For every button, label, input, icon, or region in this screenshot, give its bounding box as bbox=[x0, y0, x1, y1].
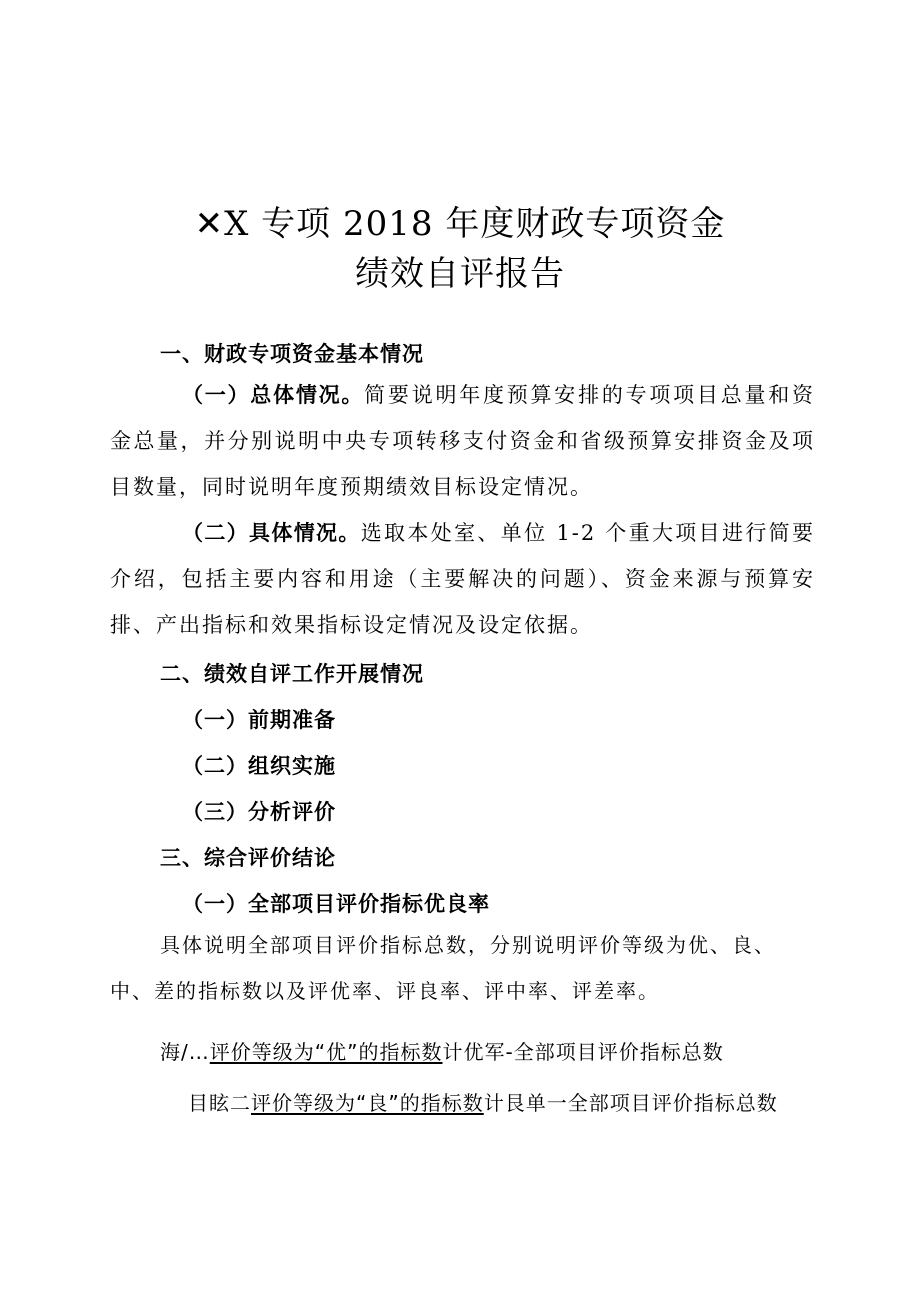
section2-item-analysis: （三）分析评价 bbox=[182, 800, 336, 824]
document-title-line2: 绩效自评报告 bbox=[355, 254, 565, 294]
section2-item-implementation: （二）组织实施 bbox=[182, 754, 336, 778]
detail-text: 选取本处室、单位 1-2 个重大项目进行简要介绍，包括主要内容和用途（主要解决的问题）、资金来源与预算安排、产出指标和效果指标设定情况及设定依据。 bbox=[110, 521, 815, 637]
section3-sub-heading: （一）全部项目评价指标优良率 bbox=[182, 892, 490, 916]
formula-good-rate bbox=[160, 1088, 820, 1118]
overview-text: 简要说明年度预算安排的专项项目总量和资金总量，并分别说明中央专项转移支付资金和省级预算安排资金及项目数量，同时说明年度预期绩效目标设定情况。 bbox=[110, 383, 816, 499]
section2-item-preparation: （一）前期准备 bbox=[182, 708, 336, 732]
section3-heading: 三、综合评价结论 bbox=[160, 846, 336, 870]
formula2-prefix: 目眩二 bbox=[188, 1091, 251, 1115]
section1-overview-paragraph bbox=[110, 372, 815, 510]
formula1-suffix: 计优军-全部项目评价指标总数 bbox=[442, 1040, 724, 1064]
document-title-line1: ✕X 专项 2018 年度财政专项资金 bbox=[194, 204, 726, 244]
formula-excellent-rate bbox=[160, 1036, 724, 1065]
section3-description: 具体说明全部项目评价指标总数，分别说明评价等级为优、良、中、差的指标数以及评优率、评良率、评中率、评差率。 bbox=[110, 933, 776, 1003]
formula1-prefix: 海/… bbox=[160, 1040, 210, 1064]
section1-heading: 一、财政专项资金基本情况 bbox=[160, 342, 424, 366]
section2-heading: 二、绩效自评工作开展情况 bbox=[160, 662, 424, 686]
formula2-suffix: 计艮单一全部项目评价指标总数 bbox=[483, 1091, 778, 1115]
formula2-numerator: 评价等级为“良”的指标数 bbox=[251, 1091, 484, 1115]
detail-lead: （二）具体情况。 bbox=[182, 521, 361, 545]
overview-lead: （一）总体情况。 bbox=[182, 383, 365, 407]
section1-detail-paragraph bbox=[110, 510, 815, 648]
formula1-numerator: 评价等级为“优”的指标数 bbox=[209, 1040, 443, 1064]
